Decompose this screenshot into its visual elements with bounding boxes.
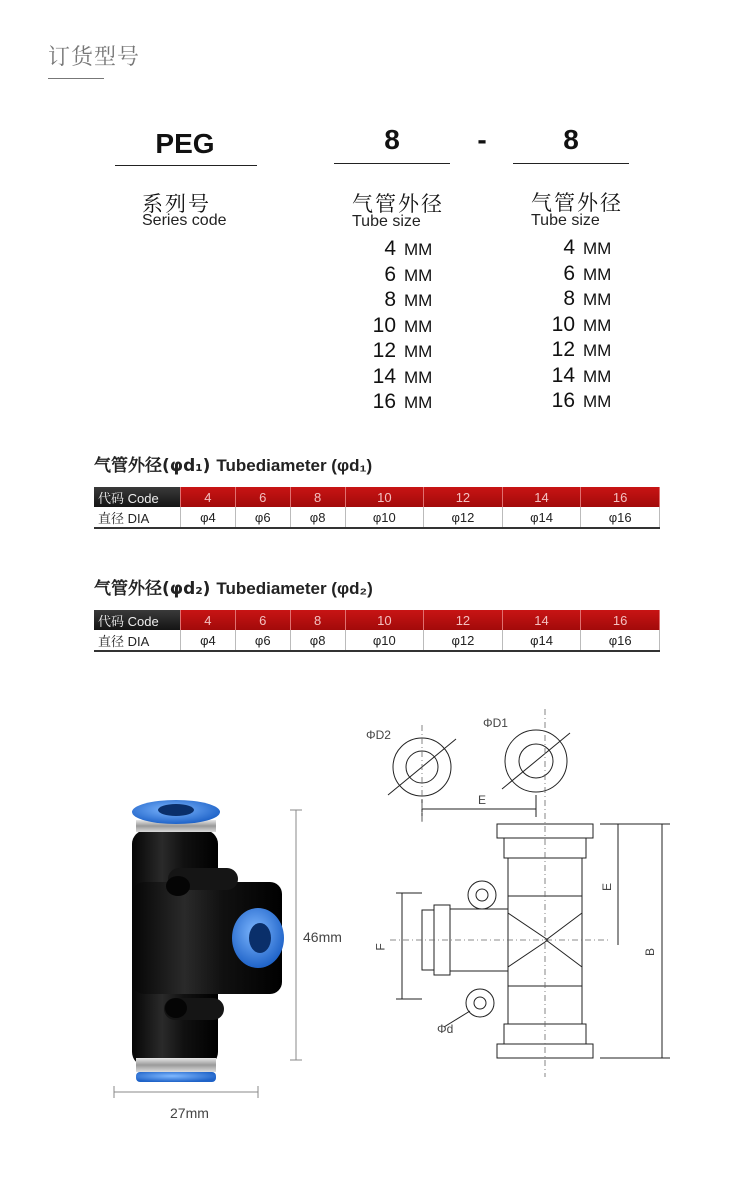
tube-diameter-table-2 <box>94 610 660 652</box>
bottom-collet <box>136 1058 216 1082</box>
code-row <box>94 487 660 507</box>
size-option <box>362 236 432 262</box>
size-unit: MM <box>404 265 433 285</box>
dia-row <box>94 630 660 651</box>
size-number: 16 <box>372 390 396 413</box>
size-unit: MM <box>404 291 433 310</box>
size-number: 14 <box>551 363 575 387</box>
size-unit: MM <box>404 342 433 361</box>
code-cell: 4 <box>181 610 236 630</box>
size-option <box>362 389 432 415</box>
series-heading-en: Series code <box>142 212 227 229</box>
size-number: 14 <box>372 364 396 388</box>
table2-title <box>94 574 373 599</box>
size-unit: MM <box>404 367 433 387</box>
table1-title <box>94 451 372 476</box>
product-photo <box>100 790 370 1130</box>
dia-cell: φ4 <box>181 630 236 651</box>
dia-row-label: 直径 DIA <box>94 507 181 528</box>
size-number: 10 <box>551 312 575 336</box>
size-number: 8 <box>384 288 396 311</box>
code-row-label: 代码 Code <box>94 487 181 507</box>
code-cell: 16 <box>581 610 660 630</box>
code-cell: 14 <box>502 487 581 507</box>
tube1-heading-cn: 气管外径 <box>352 192 444 216</box>
size-unit: MM <box>583 290 612 309</box>
size-option <box>541 337 611 363</box>
series-code-value: PEG <box>155 128 215 159</box>
tube1-heading-en: Tube size <box>352 213 421 230</box>
size-unit: MM <box>404 316 433 336</box>
top-collet <box>132 800 220 832</box>
size-number: 12 <box>551 338 575 361</box>
size-number: 10 <box>372 313 396 337</box>
drawing-label-d1: ΦD1 <box>483 716 508 730</box>
tube-size-1-rule <box>334 163 450 164</box>
code-cell: 6 <box>235 610 290 630</box>
tube-size-2-rule <box>513 163 629 164</box>
size-unit: MM <box>404 393 433 412</box>
size-number: 4 <box>563 236 575 259</box>
tube-size-2-value: 8 <box>563 124 579 155</box>
series-heading-cn: 系列号 <box>142 192 211 216</box>
code-cell: 12 <box>424 610 503 630</box>
dia-cell: φ8 <box>290 507 345 528</box>
code-cell: 14 <box>502 610 581 630</box>
code-cell: 12 <box>424 487 503 507</box>
size-option <box>362 313 432 339</box>
table2-title-cn: 气管外径(φd₂) <box>94 579 211 599</box>
code-cell: 10 <box>345 487 424 507</box>
drawing-label-e-horizontal: E <box>478 793 487 807</box>
size-option <box>541 363 611 389</box>
table1-title-en: Tubediameter (φd₁) <box>216 456 373 475</box>
dia-cell: φ6 <box>235 630 290 651</box>
tube-size-1-value: 8 <box>384 124 400 155</box>
size-option <box>541 235 611 261</box>
size-number: 4 <box>384 237 396 260</box>
dia-cell: φ4 <box>181 507 236 528</box>
product-width-label: 27mm <box>170 1105 209 1121</box>
table2-title-en: Tubediameter (φd₂) <box>216 579 373 598</box>
code-cell: 8 <box>290 487 345 507</box>
size-option <box>362 364 432 390</box>
size-option <box>362 287 432 313</box>
size-option <box>541 286 611 312</box>
technical-drawing <box>360 705 690 1085</box>
tube-diameter-table-1 <box>94 487 660 529</box>
drawing-label-f: F <box>373 943 388 951</box>
page-title: 订货型号 <box>48 45 141 70</box>
size-option <box>541 261 611 287</box>
tube2-heading-cn: 气管外径 <box>531 191 623 215</box>
size-unit: MM <box>404 240 433 259</box>
size-number: 12 <box>372 339 396 362</box>
dia-cell: φ6 <box>235 507 290 528</box>
dia-row-label: 直径 DIA <box>94 630 181 651</box>
dia-row <box>94 507 660 528</box>
code-cell: 6 <box>235 487 290 507</box>
tube1-size-list <box>362 236 432 415</box>
code-cell: 8 <box>290 610 345 630</box>
size-number: 6 <box>384 262 396 286</box>
size-number: 8 <box>563 287 575 310</box>
code-row <box>94 610 660 630</box>
series-code-rule <box>115 165 257 166</box>
size-unit: MM <box>583 392 612 411</box>
code-cell: 10 <box>345 610 424 630</box>
code-separator: - <box>477 124 487 155</box>
tube2-heading-en: Tube size <box>531 212 600 229</box>
table1-title-cn: 气管外径(φd₁) <box>94 456 211 476</box>
drawing-label-d2: ΦD2 <box>366 728 391 742</box>
size-unit: MM <box>583 366 612 386</box>
size-option <box>362 262 432 288</box>
product-height-label: 46mm <box>303 929 342 945</box>
size-option <box>541 312 611 338</box>
code-cell: 4 <box>181 487 236 507</box>
dia-cell: φ10 <box>345 507 424 528</box>
drawing-label-b: B <box>643 947 658 957</box>
size-unit: MM <box>583 239 612 258</box>
code-row-label: 代码 Code <box>94 610 181 630</box>
tube2-size-list <box>541 235 611 414</box>
size-number: 16 <box>551 389 575 412</box>
dia-cell: φ16 <box>581 507 660 528</box>
dia-cell: φ10 <box>345 630 424 651</box>
dia-cell: φ12 <box>424 507 503 528</box>
size-number: 6 <box>563 261 575 285</box>
dia-cell: φ14 <box>502 507 581 528</box>
dia-cell: φ16 <box>581 630 660 651</box>
title-underline <box>48 78 104 79</box>
size-option <box>541 388 611 414</box>
size-unit: MM <box>583 264 612 284</box>
size-option <box>362 338 432 364</box>
drawing-label-d: Φd <box>437 1022 454 1036</box>
size-unit: MM <box>583 315 612 335</box>
side-collet <box>232 908 284 968</box>
dia-cell: φ8 <box>290 630 345 651</box>
code-cell: 16 <box>581 487 660 507</box>
dia-cell: φ14 <box>502 630 581 651</box>
size-unit: MM <box>583 341 612 360</box>
drawing-label-e-vertical: E <box>600 882 615 892</box>
dia-cell: φ12 <box>424 630 503 651</box>
